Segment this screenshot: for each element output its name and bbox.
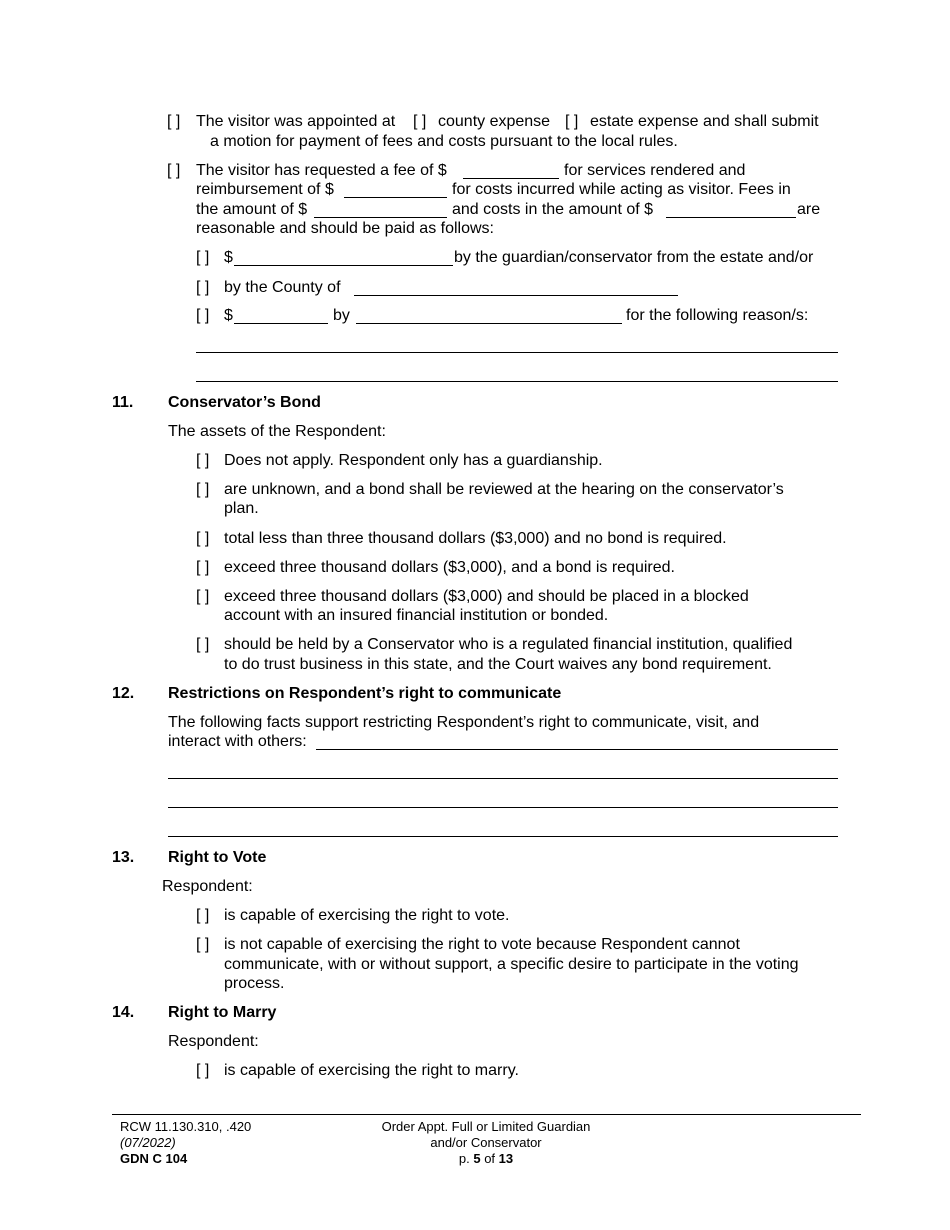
footer-form-number: GDN C 104 [120,1151,188,1166]
section-14-intro: Respondent: [168,1033,259,1050]
visitor-fee-text-4: reasonable and should be paid as follows: [196,220,494,237]
county-name-field[interactable] [354,295,678,296]
section-12-title: Restrictions on Respondent’s right to communicate [168,685,562,702]
section-11-intro: The assets of the Respondent: [168,423,386,440]
section-13-intro: Respondent: [162,878,253,895]
bond-less-text: total less than three thousand dollars ($3,000) and no bond is required. [224,530,727,547]
visitor-appointed-text-2: a motion for payment of fees and costs pursuant to the local rules. [210,133,678,150]
bond-unknown-text-1: are unknown, and a bond shall be reviewed at the hearing on the conservator’s [224,481,784,498]
section-12-text-2: interact with others: [168,733,307,750]
pay-other-text: for the following reason/s: [626,307,809,324]
vote-capable-text: is capable of exercising the right to vote. [224,907,510,924]
vote-not-capable-checkbox[interactable]: [ ] [196,936,210,953]
bond-less-checkbox[interactable]: [ ] [196,530,210,547]
page-prefix: p. [458,1151,470,1166]
bond-unknown-checkbox[interactable]: [ ] [196,481,210,498]
bond-institution-text-1: should be held by a Conservator who is a regulated financial institution, qualified [224,636,793,653]
restriction-facts-line-3[interactable] [168,807,838,808]
marry-capable-checkbox[interactable]: [ ] [196,1062,210,1079]
section-14-number: 14. [112,1004,135,1021]
pay-guardian-text: by the guardian/conservator from the estate and/or [454,249,814,266]
pay-guardian-dollar: $ [224,249,233,266]
pay-county-text: by the County of [224,279,341,296]
restriction-facts-line-1[interactable] [316,749,838,750]
bond-blocked-text-2: account with an insured financial institution or bonded. [224,607,609,624]
county-expense-checkbox[interactable]: [ ] [413,113,427,130]
visitor-appointed-text: The visitor was appointed at [196,113,396,130]
visitor-fee-text-2b: for costs incurred while acting as visitor. Fees in [452,181,791,198]
visitor-fee-text-1b: for services rendered and [564,162,746,179]
section-13-number: 13. [112,849,135,866]
section-13-title: Right to Vote [168,849,267,866]
restriction-facts-line-4[interactable] [168,836,838,837]
estate-expense-checkbox[interactable]: [ ] [565,113,579,130]
county-expense-label: county expense [438,113,551,130]
reason-line-1[interactable] [196,352,838,353]
bond-blocked-text-1: exceed three thousand dollars ($3,000) and should be placed in a blocked [224,588,749,605]
visitor-fee-text-3c: are [797,201,821,218]
visitor-fee-text-3b: and costs in the amount of $ [452,201,654,218]
footer-date: (07/2022) [120,1135,176,1150]
visitor-fee-text-1a: The visitor has requested a fee of $ [196,162,447,179]
pay-other-payer-field[interactable] [356,323,622,324]
section-12-number: 12. [112,685,135,702]
visitor-fee-checkbox[interactable]: [ ] [167,162,181,179]
visitor-fee-text-2a: reimbursement of $ [196,181,334,198]
pay-other-dollar: $ [224,307,233,324]
footer-title-1: Order Appt. Full or Limited Guardian [381,1119,591,1134]
bond-exceed-text: exceed three thousand dollars ($3,000), and a bond is required. [224,559,675,576]
fees-amount-field[interactable] [314,217,447,218]
marry-capable-text: is capable of exercising the right to marry. [224,1062,519,1079]
page-total: 13 [498,1151,514,1166]
bond-not-apply-checkbox[interactable]: [ ] [196,452,210,469]
footer-title-2: and/or Conservator [430,1135,542,1150]
page-current: 5 [473,1151,481,1166]
section-11-number: 11. [112,394,134,411]
bond-institution-checkbox[interactable]: [ ] [196,636,210,653]
section-14-title: Right to Marry [168,1004,277,1021]
visitor-fee-text-3a: the amount of $ [196,201,308,218]
pay-guardian-checkbox[interactable]: [ ] [196,249,210,266]
bond-blocked-checkbox[interactable]: [ ] [196,588,210,605]
vote-not-capable-text-2: communicate, with or without support, a specific desire to participate in the voting [224,956,799,973]
pay-other-checkbox[interactable]: [ ] [196,307,210,324]
pay-other-by: by [333,307,350,324]
footer-page-number [346,1150,626,1167]
pay-other-amount-field[interactable] [234,323,328,324]
bond-exceed-checkbox[interactable]: [ ] [196,559,210,576]
costs-amount-field[interactable] [666,217,796,218]
vote-not-capable-text-3: process. [224,975,285,992]
bond-institution-text-2: to do trust business in this state, and the Court waives any bond requirement. [224,656,772,673]
footer-rcw: RCW 11.130.310, .420 [120,1119,252,1134]
vote-capable-checkbox[interactable]: [ ] [196,907,210,924]
reimbursement-amount-field[interactable] [344,197,447,198]
visitor-appointed-checkbox[interactable]: [ ] [167,113,181,130]
estate-expense-label: estate expense and shall submit [590,113,819,130]
bond-unknown-text-2: plan. [224,500,259,517]
section-12-text-1: The following facts support restricting Respondent’s right to communicate, visit, and [168,714,760,731]
footer-rule [112,1114,861,1115]
visitor-fee-amount-field[interactable] [463,178,559,179]
pay-county-checkbox[interactable]: [ ] [196,279,210,296]
pay-guardian-amount-field[interactable] [234,265,453,266]
page-of: of [484,1151,496,1166]
restriction-facts-line-2[interactable] [168,778,838,779]
section-11-title: Conservator’s Bond [168,394,321,411]
bond-not-apply-text: Does not apply. Respondent only has a guardianship. [224,452,603,469]
reason-line-2[interactable] [196,381,838,382]
vote-not-capable-text-1: is not capable of exercising the right to vote because Respondent cannot [224,936,740,953]
